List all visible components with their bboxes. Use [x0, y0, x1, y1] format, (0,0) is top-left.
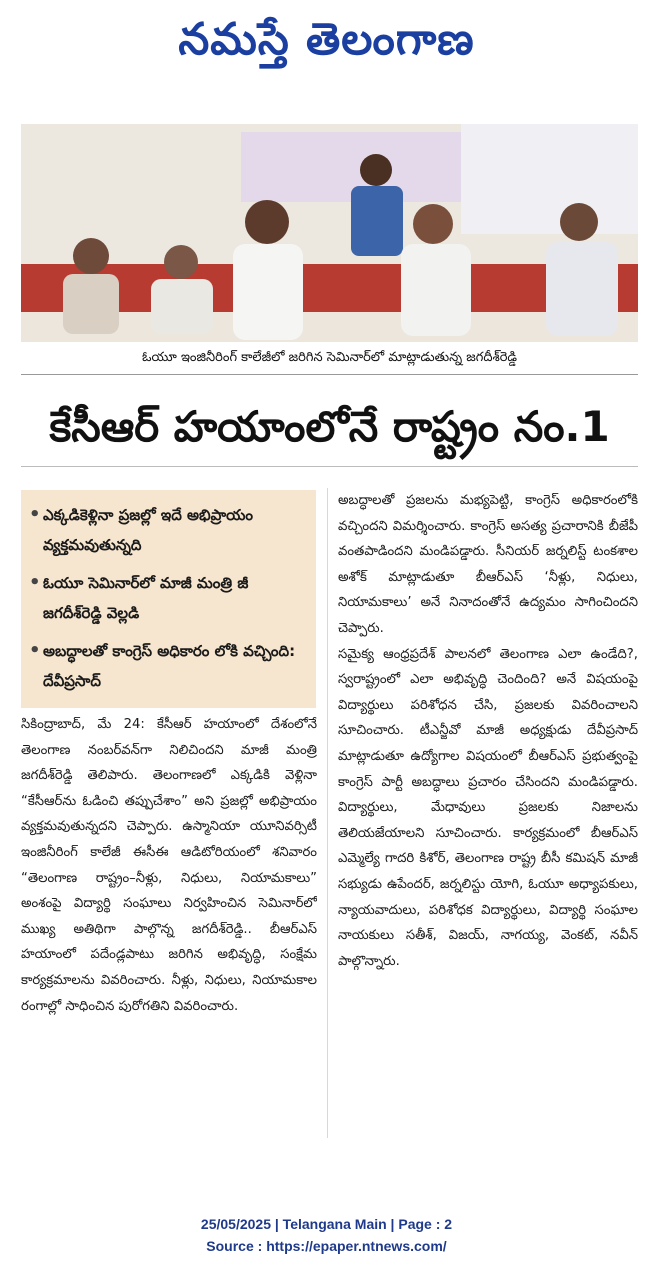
highlight-item [29, 500, 308, 560]
article-body-right [338, 488, 638, 1148]
masthead-title: నమస్తే తెలంగాణ [178, 14, 475, 65]
bullet-icon: • [29, 572, 41, 593]
article-paragraph: అబద్ధాలతో ప్రజలను మభ్యపెట్టి, కాంగ్రెస్ అధికారంలోకి వచ్చిందని విమర్శించారు. కాంగ్రెస్ అసత్య ప్రచారానికి బీజేపీ వంతపాడిందని మండిపడ్డారు. సీనియర్ జర్నలిస్ట్ టంకశాల అశోక్ మాట్లాడుతూ బీఆర్‌ఎస్ ‘నీళ్లు, నిధులు, నియామకాలు’ అనే నినాదంతోనే ఉద్యమం సాగించిందని చెప్పారు. [338, 493, 638, 636]
highlight-item [29, 636, 308, 696]
photo-caption [21, 344, 638, 375]
bullet-icon: • [29, 640, 41, 661]
news-photo [21, 124, 638, 342]
highlight-text: అబద్ధాలతో కాంగ్రెస్ అధికారం లోకి వచ్చింది: దేవీప్రసాద్ [43, 642, 296, 690]
highlights-box [21, 490, 316, 708]
article-paragraph: సమైక్య ఆంధ్రప్రదేశ్ పాలనలో తెలంగాణ ఎలా ఉండేది?, స్వరాష్ట్రంలో ఎలా అభివృద్ధి చెందింది? అనే విషయంపై విద్యార్థులు పరిశోధన చేసి, ప్రజలకు వివరించాలని సూచించారు. టీఎన్జీవో మాజీ అధ్యక్షుడు దేవీప్రసాద్ మాట్లాడుతూ ఉద్యోగాల విషయంలో బీఆర్‌ఎస్ ప్రభుత్వంపై కాంగ్రెస్ పార్టీ అబద్ధాలు ప్రచారం చేసిందని మండిపడ్డారు. విద్యార్థులు, మేధావులు ప్రజలకు నిజాలను తెలియజేయాలని సూచించారు. కార్యక్రమంలో బీఆర్‌ఎస్ ఎమ్మెల్యే గాదరి కిశోర్, తెలంగాణ రాష్ట్ర బీసీ కమిషన్ మాజీ సభ్యుడు ఉపేందర్, జర్నలిస్టు యోగి, ఓయూ అధ్యాపకులు, న్యాయవాదులు, పరిశోధక విద్యార్థులు, విద్యార్థి సంఘాల నాయకులు సతీశ్, విజయ్, నాగయ్య, వెంకట్, నవీన్ పాల్గొన్నారు. [338, 646, 638, 969]
article-headline: కేసీఆర్ హయాంలోనే రాష్ట్రం నం.1 [21, 388, 638, 467]
bullet-icon: • [29, 504, 41, 525]
highlight-text: ఎక్కడికెళ్లినా ప్రజల్లో ఇదే అభిప్రాయం వ్యక్తమవుతున్నది [43, 506, 253, 554]
footer-source: Source : https://epaper.ntnews.com/ [206, 1238, 447, 1254]
column-divider [327, 488, 328, 1138]
seminar-photo-illustration [21, 124, 638, 342]
article-paragraph: సికింద్రాబాద్, మే 24: కేసీఆర్ హయాంలో దేశంలోనే తెలంగాణ నంబర్‌వన్‌గా నిలిచిందని మాజీ మంత్రి జగదీశ్‌రెడ్డి తెలిపారు. తెలంగాణలో ఎక్కడికి వెళ్లినా “కేసీఆర్‌ను ఓడించి తప్పుచేశాం” అని ప్రజల్లో అభిప్రాయం వ్యక్తమవుతున్నదని చెప్పారు. ఉస్మానియా యూనివర్సిటీ ఇంజినీరింగ్ కాలేజీ ఈసీఈ ఆడిటోరియంలో శనివారం “తెలంగాణ రాష్ట్రం–నీళ్లు, నిధులు, నియామకాలు” అంశంపై విద్యార్థి సంఘాలు నిర్వహించిన సెమినార్‌లో ముఖ్య అతిథిగా పాల్గొన్న జగదీశ్‌రెడ్డి.. బీఆర్‌ఎస్ హయాంలో పదేండ్లపాటు జరిగిన అభివృద్ధి, సంక్షేమ కార్యక్రమాలను వివరించారు. నీళ్లు, నిధులు, నియామకాల రంగాల్లో సాధించిన పురోగతిని వివరించారు. [21, 717, 317, 1014]
article-body-left [21, 712, 317, 1142]
highlight-item [29, 568, 308, 628]
photo-caption-text: ఓయూ ఇంజినీరింగ్ కాలేజీలో జరిగిన సెమినార్‌లో మాట్లాడుతున్న జగదీశ్‌రెడ్డి [141, 350, 518, 365]
footer-date-edition: 25/05/2025 | Telangana Main | Page : 2 [200, 1216, 453, 1232]
highlight-text: ఓయూ సెమినార్‌లో మాజీ మంత్రి జీ జగదీశ్‌రెడ్డి వెల్లడి [43, 574, 249, 622]
